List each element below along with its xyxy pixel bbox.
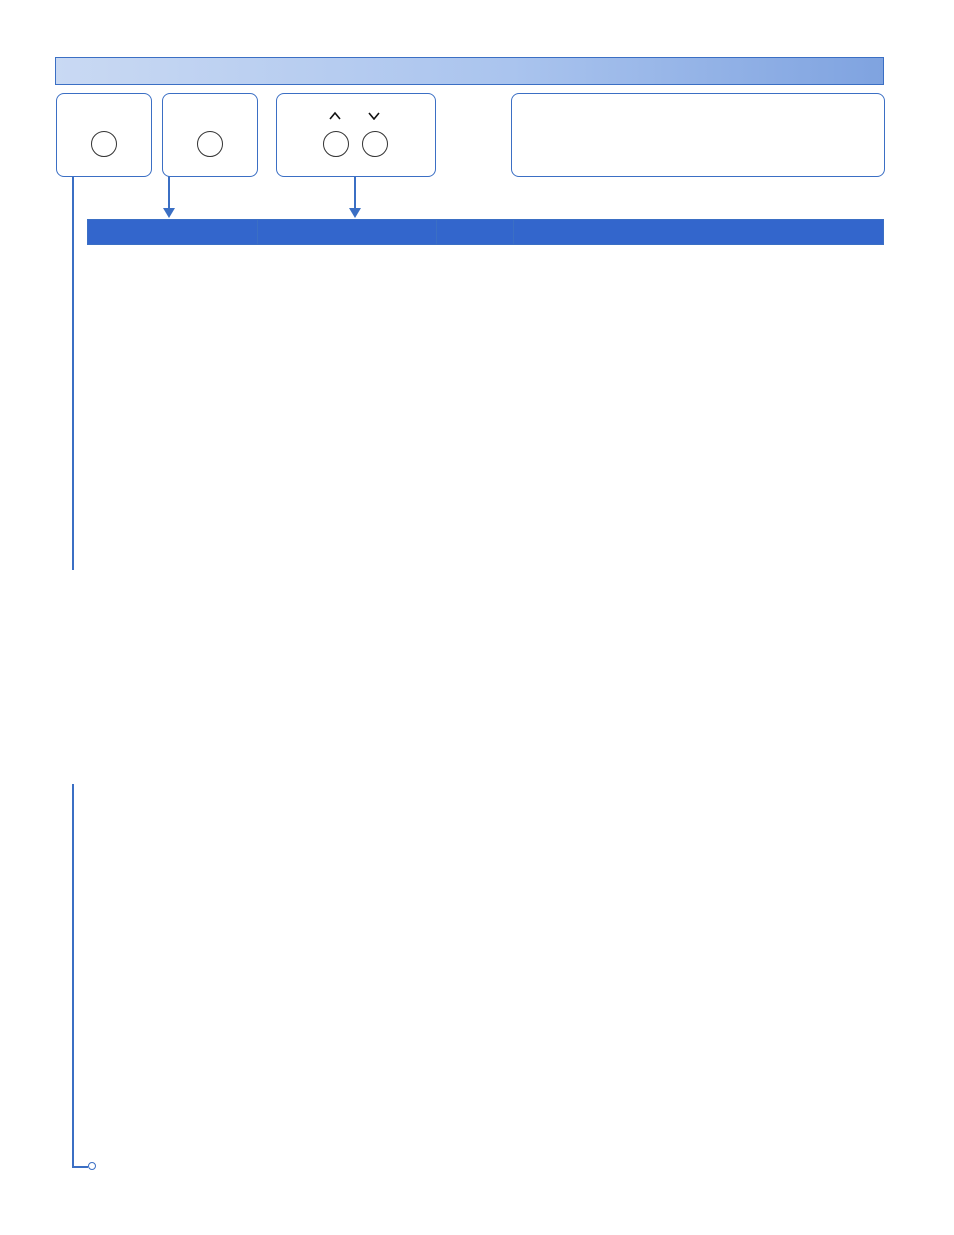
menu-key-box	[56, 93, 152, 177]
continuation-dot-icon	[88, 1162, 96, 1170]
down-button[interactable]	[362, 131, 388, 157]
menu-button[interactable]	[91, 131, 117, 157]
column-header	[514, 220, 884, 245]
side-connector-line	[72, 176, 74, 570]
table-header-row	[88, 220, 884, 245]
arrow-down-icon	[349, 208, 361, 218]
scene-menu-table	[87, 219, 884, 245]
item-button[interactable]	[197, 131, 223, 157]
column-header	[437, 220, 514, 245]
section-header	[55, 57, 884, 85]
column-header	[88, 220, 258, 245]
arrow-key-box	[276, 93, 436, 177]
arrow-down-icon	[163, 208, 175, 218]
side-connector-foot	[72, 1166, 88, 1168]
column-header	[258, 220, 437, 245]
chevron-up-icon	[329, 111, 341, 120]
chevron-down-icon	[368, 111, 380, 120]
connector-line-arrows	[354, 176, 356, 212]
up-button[interactable]	[323, 131, 349, 157]
connector-line-item	[168, 176, 170, 212]
side-connector-line-lower	[72, 784, 74, 1166]
item-key-box	[162, 93, 258, 177]
info-box	[511, 93, 885, 177]
